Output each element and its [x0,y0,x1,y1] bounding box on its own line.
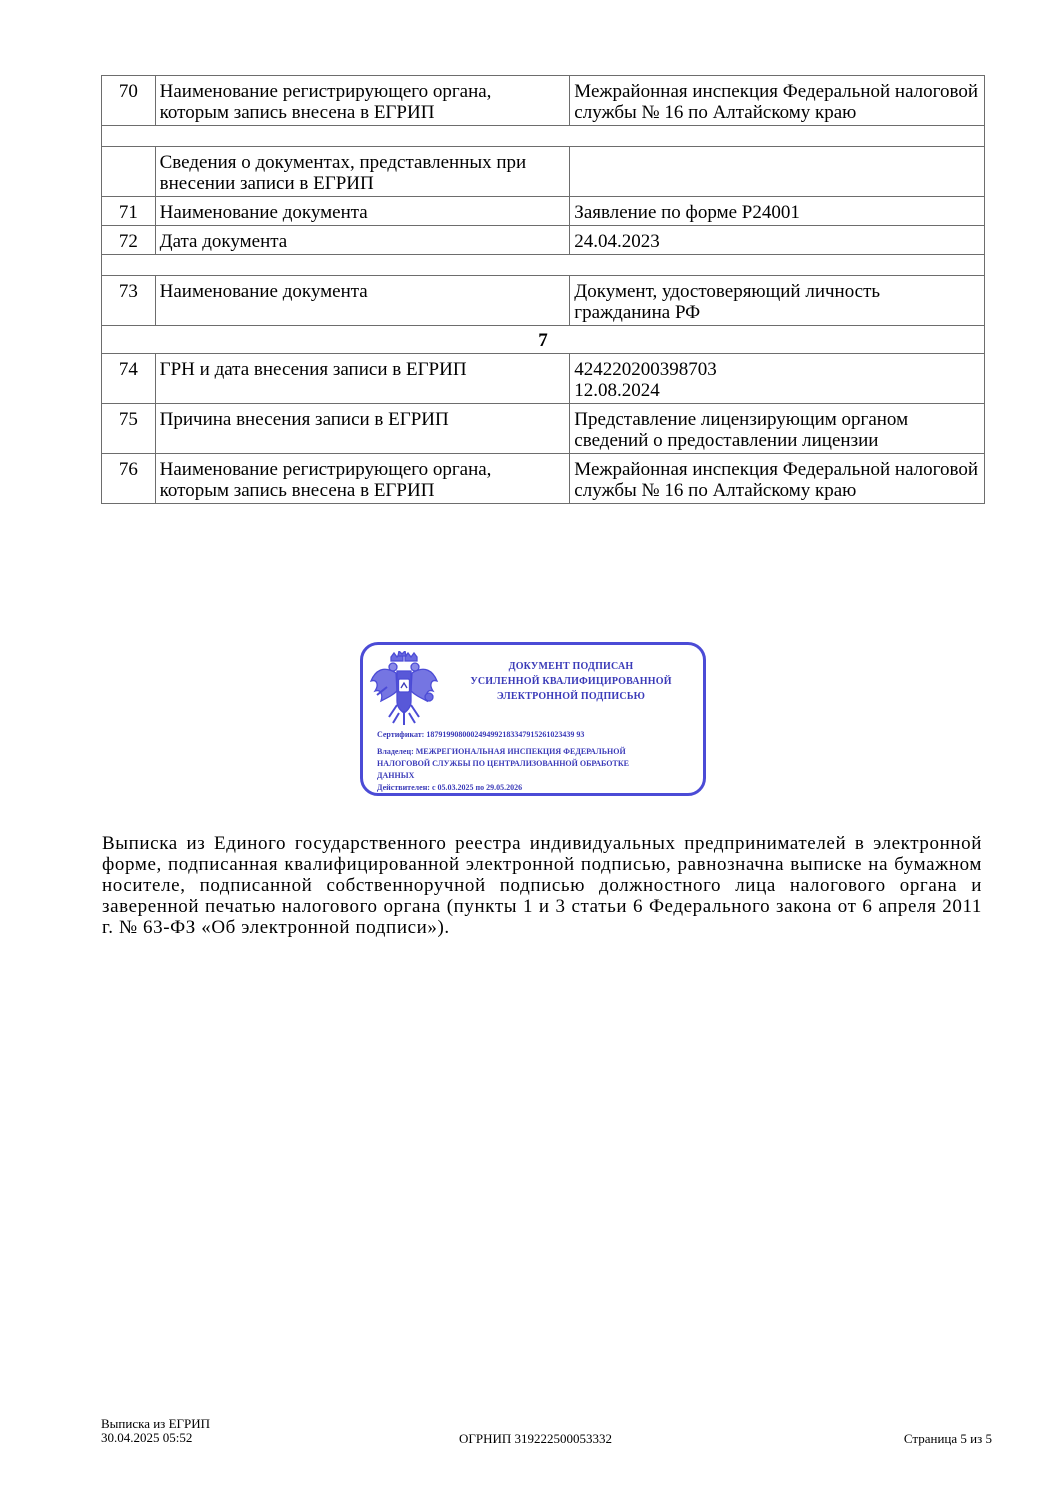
table-row [102,354,985,404]
row-value [570,147,985,197]
row-label: Дата документа [155,226,570,255]
stamp-details [377,729,697,794]
row-value: Заявление по форме Р24001 [570,197,985,226]
row-label: Сведения о документах, представленных при внесении записи в ЕГРИП [155,147,570,197]
row-value [570,354,985,404]
footer-page-number: Страница 5 из 5 [903,1431,992,1446]
row-label: ГРН и дата внесения записи в ЕГРИП [155,354,570,404]
row-value: 24.04.2023 [570,226,985,255]
row-label: Наименование документа [155,276,570,326]
table-row-spacer [102,126,985,147]
table-row [102,197,985,226]
stamp-title [455,659,687,704]
row-label: Наименование документа [155,197,570,226]
footer-document-info [101,1417,210,1445]
row-number: 75 [102,404,156,454]
footer-doc-name: Выписка из ЕГРИП [101,1416,211,1431]
row-value: Межрайонная инспекция Федеральной налоговой службы № 16 по Алтайскому краю [570,76,985,126]
table-row [102,276,985,326]
electronic-signature-stamp [360,642,706,796]
row-label: Наименование регистрирующего органа, которым запись внесена в ЕГРИП [155,76,570,126]
grn-value: 424220200398703 [574,359,717,380]
row-number [102,147,156,197]
stamp-title-line: УСИЛЕННОЙ КВАЛИФИЦИРОВАННОЙ [470,676,672,687]
table-row-spacer [102,255,985,276]
egrip-records-table [101,75,985,504]
stamp-owner-line: ДАННЫХ [377,771,415,780]
row-number: 70 [102,76,156,126]
row-number: 74 [102,354,156,404]
stamp-owner-line: Владелец: МЕЖРЕГИОНАЛЬНАЯ ИНСПЕКЦИЯ ФЕДЕРАЛЬНОЙ [377,747,626,756]
row-value: Представление лицензирующим органом сведений о предоставлении лицензии [570,404,985,454]
row-number: 71 [102,197,156,226]
table-row [102,147,985,197]
row-number: 73 [102,276,156,326]
section-number: 7 [102,326,985,354]
row-value: Документ, удостоверяющий личность гражданина РФ [570,276,985,326]
table-row [102,404,985,454]
section-header-row [102,326,985,354]
stamp-owner-line: НАЛОГОВОЙ СЛУЖБЫ ПО ЦЕНТРАЛИЗОВАННОЙ ОБРАБОТКЕ [377,759,629,768]
stamp-certificate: Сертификат: 1879199080002494992183347915261023439 93 [377,730,585,739]
stamp-title-line: ДОКУМЕНТ ПОДПИСАН [508,661,634,672]
row-number: 76 [102,454,156,504]
stamp-title-line: ЭЛЕКТРОННОЙ ПОДПИСЬЮ [496,691,646,702]
row-label: Наименование регистрирующего органа, которым запись внесена в ЕГРИП [155,454,570,504]
legal-notice-paragraph: Выписка из Единого государственного реестра индивидуальных предпринимателей в электронной форме, подписанная квалифицированной электронной подписью, равнозначна выписке на бумажном носителе, подписанной собственноручной подписью должностного лица налогового органа и заверенной печатью налогового органа (пункты 1 и 3 статьи 6 Федерального закона от 6 апреля 2011 г. № 63-ФЗ «Об электронной подписи»). [102,833,982,938]
footer-datetime: 30.04.2025 05:52 [101,1430,193,1445]
grn-date-value: 12.08.2024 [574,380,660,401]
table-row [102,226,985,255]
row-number: 72 [102,226,156,255]
row-label: Причина внесения записи в ЕГРИП [155,404,570,454]
russian-coat-of-arms-icon [369,651,439,727]
footer-ogrnip: ОГРНИП 319222500053332 [459,1431,613,1446]
table-row [102,76,985,126]
table-row [102,454,985,504]
stamp-validity: Действителен: с 05.03.2025 по 29.05.2026 [377,783,523,792]
row-value: Межрайонная инспекция Федеральной налоговой службы № 16 по Алтайскому краю [570,454,985,504]
